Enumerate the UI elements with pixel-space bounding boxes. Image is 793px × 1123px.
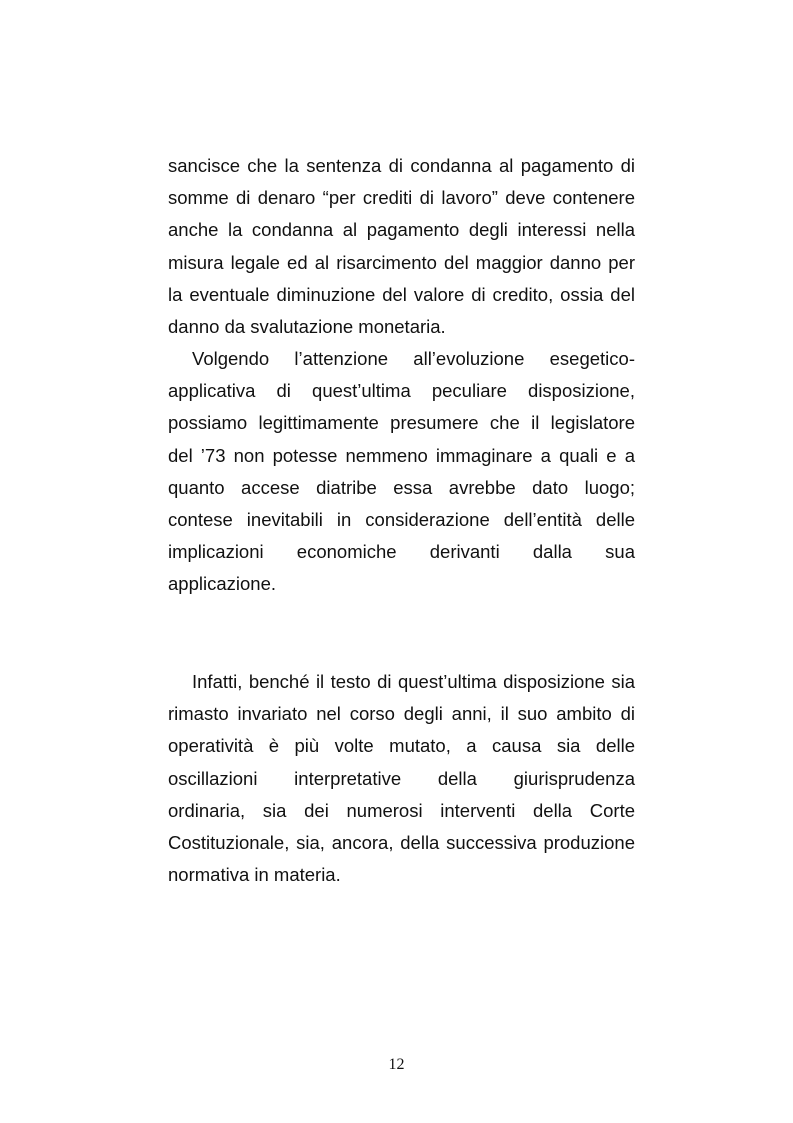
page-number: 12 bbox=[388, 1056, 405, 1073]
text-line: rimasto invariato nel corso degli anni, il suo ambito di bbox=[168, 703, 635, 725]
text-line: Volgendo l’attenzione all’evoluzione esegetico- bbox=[192, 348, 635, 369]
text-line: la eventuale diminuzione del valore di credito, ossia del bbox=[168, 283, 635, 305]
text-line: implicazioni economiche derivanti dalla sua bbox=[168, 541, 635, 563]
text-line: possiamo legittimamente presumere che il legislatore bbox=[168, 412, 635, 434]
text-line: ordinaria, sia dei numerosi interventi della Corte bbox=[168, 799, 635, 821]
text-line: anche la condanna al pagamento degli interessi nella bbox=[168, 219, 635, 241]
text-line: misura legale ed al risarcimento del maggior danno per bbox=[168, 251, 635, 273]
text-line: del ’73 non potesse nemmeno immaginare a quali e a bbox=[168, 444, 635, 466]
text-line: operatività è più volte mutato, a causa sia delle bbox=[168, 735, 635, 757]
text-line: applicativa di quest’ultima peculiare disposizione, bbox=[168, 380, 635, 402]
paragraph-2 bbox=[168, 343, 635, 601]
text-line: sancisce che la sentenza di condanna al pagamento di bbox=[168, 155, 635, 176]
text-line: normativa in materia. bbox=[168, 864, 341, 886]
text-line: somme di denaro “per crediti di lavoro” deve contenere bbox=[168, 187, 635, 209]
text-line: oscillazioni interpretative della giurisprudenza bbox=[168, 767, 635, 789]
text-line: Infatti, benché il testo di quest’ultima disposizione sia bbox=[192, 671, 635, 692]
text-line: quanto accese diatribe essa avrebbe dato luogo; bbox=[168, 476, 635, 498]
text-line: contese inevitabili in considerazione dell’entità delle bbox=[168, 508, 635, 530]
paragraph-1 bbox=[168, 150, 635, 343]
text-line: danno da svalutazione monetaria. bbox=[168, 315, 446, 337]
text-line: Costituzionale, sia, ancora, della successiva produzione bbox=[168, 831, 635, 853]
text-line: applicazione. bbox=[168, 573, 276, 595]
paragraph-3 bbox=[168, 666, 635, 891]
